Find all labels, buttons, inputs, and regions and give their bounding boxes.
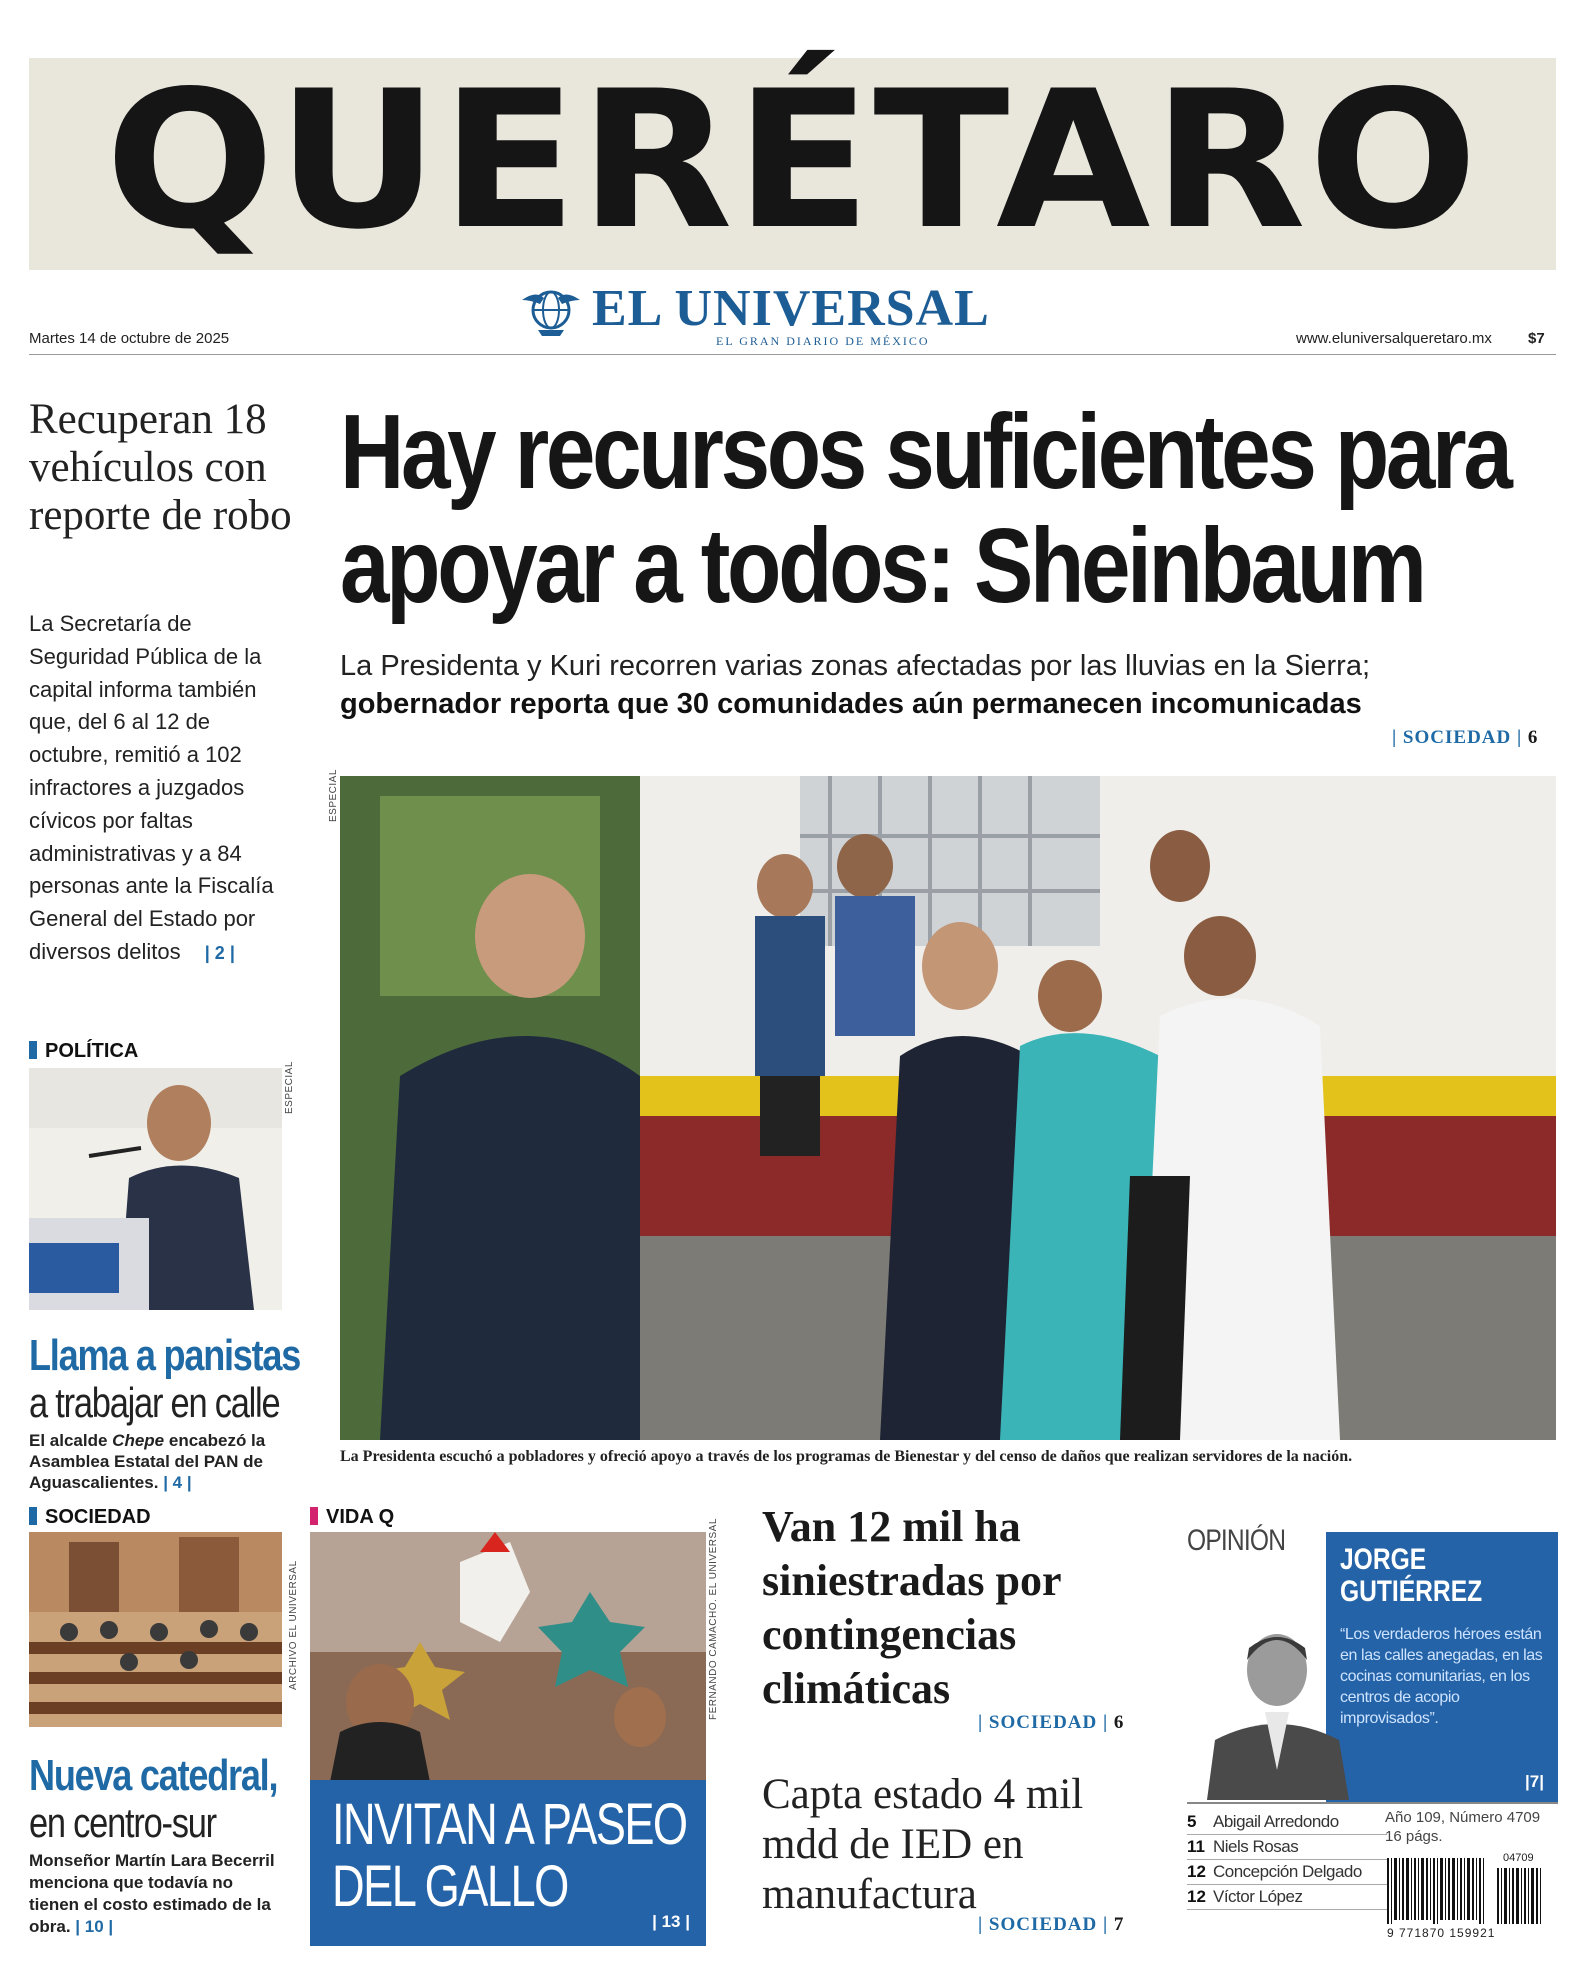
section-label-sociedad[interactable]: SOCIEDAD xyxy=(29,1506,151,1529)
index-page: 5 xyxy=(1187,1812,1197,1831)
van-section-page: 6 xyxy=(1113,1712,1125,1733)
sociedad-body xyxy=(29,1850,284,1938)
index-row[interactable] xyxy=(1187,1810,1387,1835)
vida-q-credit-right: FERNANDO CAMACHO. EL UNIVERSAL xyxy=(708,1518,719,1720)
main-headline[interactable] xyxy=(340,393,1510,625)
sociedad-body-text: Monseñor Martín Lara Becerril menciona que todavía no tienen el costo estimado de la obra. xyxy=(29,1851,275,1936)
index-name: Concepción Delgado xyxy=(1213,1862,1362,1881)
van-section-label: | SOCIEDAD | xyxy=(978,1712,1109,1733)
section-label-politica[interactable]: POLÍTICA xyxy=(29,1040,138,1063)
sociedad-photo-image xyxy=(29,1532,282,1727)
van-headline[interactable]: Van 12 mil ha siniestradas por contingencias climáticas xyxy=(762,1502,1061,1713)
capta-section-label: | SOCIEDAD | xyxy=(978,1914,1109,1935)
index-page: 11 xyxy=(1187,1837,1205,1856)
opinion-quote: “Los verdaderos héroes están en las calles anegadas, en las cocinas comunitarias, en los centros de acopio improvisados”. xyxy=(1340,1626,1543,1727)
main-subhead-light: La Presidenta y Kuri recorren varias zonas afectadas por las lluvias en la Sierra; xyxy=(340,650,1371,682)
vida-q-photo[interactable] xyxy=(310,1532,706,1782)
opinion-author-photo xyxy=(1187,1600,1357,1800)
vida-q-promo-line1: INVITAN A PASEO xyxy=(332,1792,687,1857)
opinion-page-ref[interactable]: |7| xyxy=(1525,1772,1544,1791)
vida-q-page-ref[interactable]: | 13 | xyxy=(652,1912,690,1931)
opinion-author-last: GUTIÉRREZ xyxy=(1340,1575,1483,1608)
main-section-ref[interactable] xyxy=(1392,727,1538,749)
left-story-body xyxy=(29,608,279,970)
index-row[interactable] xyxy=(1187,1860,1387,1885)
left-story-page-ref[interactable]: | 2 | xyxy=(204,942,235,963)
main-headline-line2: apoyar a todos: Sheinbaum xyxy=(340,507,1424,625)
issue-pages: 16 págs. xyxy=(1385,1828,1443,1845)
main-section-label: | SOCIEDAD | xyxy=(1392,727,1523,748)
opinion-author-first: JORGE xyxy=(1340,1543,1427,1576)
left-story-headline[interactable]: Recuperan 18 vehículos con reporte de robo xyxy=(29,396,292,539)
sociedad-headline-2[interactable]: en centro-sur xyxy=(29,1799,216,1846)
main-section-page: 6 xyxy=(1527,727,1539,748)
politica-headline-2[interactable]: a trabajar en calle xyxy=(29,1379,280,1426)
sociedad-photo[interactable] xyxy=(29,1532,282,1727)
politica-photo-credit: ESPECIAL xyxy=(284,1061,295,1114)
brand-name: EL UNIVERSAL xyxy=(592,280,990,337)
vida-q-promo-text xyxy=(332,1792,687,1919)
index-row[interactable] xyxy=(1187,1835,1387,1860)
index-page: 12 xyxy=(1187,1862,1206,1881)
van-section-ref[interactable] xyxy=(978,1712,1124,1734)
vida-q-credit-left: ARCHIVO EL UNIVERSAL xyxy=(288,1560,299,1690)
index-name: Víctor López xyxy=(1213,1887,1303,1906)
capta-section-ref[interactable] xyxy=(978,1914,1124,1936)
main-photo-caption: La Presidenta escuchó a pobladores y ofreció apoyo a través de los programas de Bienestar y del censo de daños que realizan servidores de la nación. xyxy=(340,1448,1353,1465)
price-label: $7 xyxy=(1528,330,1545,347)
barcode xyxy=(1385,1848,1557,1946)
main-headline-line1: Hay recursos suficientes para xyxy=(340,393,1510,511)
brand-tagline: EL GRAN DIARIO DE MÉXICO xyxy=(716,334,930,348)
index-name: Niels Rosas xyxy=(1213,1837,1299,1856)
vida-q-promo-line2: DEL GALLO xyxy=(332,1854,568,1919)
politica-headline-1[interactable]: Llama a panistas xyxy=(29,1331,301,1380)
masthead-banner xyxy=(29,50,1556,271)
vida-q-photo-image xyxy=(310,1532,706,1782)
section-label-vida-q[interactable]: VIDA Q xyxy=(310,1506,394,1529)
index-row[interactable] xyxy=(1187,1885,1387,1910)
capta-headline[interactable]: Capta estado 4 mil mdd de IED en manufactura xyxy=(762,1771,1084,1918)
politica-body-italic: Chepe xyxy=(112,1431,165,1450)
politica-body-a: El alcalde xyxy=(29,1431,113,1450)
politica-body xyxy=(29,1430,284,1493)
issue-date: Martes 14 de octubre de 2025 xyxy=(29,330,230,347)
sociedad-page-ref[interactable]: | 10 | xyxy=(75,1917,114,1936)
main-photo-image xyxy=(340,776,1556,1440)
issue-number: Año 109, Número 4709 xyxy=(1385,1809,1541,1826)
main-photo[interactable] xyxy=(340,776,1556,1440)
opinion-label[interactable]: OPINIÓN xyxy=(1187,1524,1286,1557)
barcode-addon: 04709 xyxy=(1503,1852,1534,1864)
opinion-author-photo-image xyxy=(1187,1600,1357,1800)
index-name: Abigail Arredondo xyxy=(1213,1812,1339,1831)
website-link[interactable]: www.eluniversalqueretaro.mx xyxy=(1296,330,1492,347)
politica-body-b: encabezó la Asamblea Estatal del PAN de Aguascalientes. xyxy=(29,1431,266,1492)
capta-section-page: 7 xyxy=(1113,1914,1125,1935)
politica-photo[interactable] xyxy=(29,1068,282,1310)
politica-photo-image xyxy=(29,1068,282,1310)
globe-eagle-icon xyxy=(520,282,582,338)
opinion-box[interactable] xyxy=(1326,1532,1558,1802)
barcode-digits: 9 771870 159921 xyxy=(1387,1926,1496,1940)
issue-info xyxy=(1385,1808,1540,1846)
opinion-index xyxy=(1187,1810,1387,1910)
politica-page-ref[interactable]: | 4 | xyxy=(163,1473,192,1492)
left-story-text: La Secretaría de Seguridad Pública de la capital informa también que, del 6 al 12 de octubre, remitió a 102 infractores a juzgados cívicos por faltas administrativas y a 84 personas ante la Fiscalía General del Estado por diversos delitos xyxy=(29,611,274,964)
main-subhead-bold: gobernador reporta que 30 comunidades aún permanecen incomunicadas xyxy=(340,688,1362,720)
masthead-title: QUERÉTARO xyxy=(105,50,1480,271)
brand-logo[interactable] xyxy=(520,282,1060,348)
main-photo-credit: ESPECIAL xyxy=(328,769,339,822)
sociedad-headline-1[interactable]: Nueva catedral, xyxy=(29,1751,278,1800)
opinion-divider xyxy=(1187,1802,1558,1804)
opinion-author xyxy=(1340,1544,1482,1608)
index-page: 12 xyxy=(1187,1887,1206,1906)
vida-q-promo[interactable] xyxy=(310,1780,706,1946)
masthead-divider xyxy=(29,354,1556,355)
